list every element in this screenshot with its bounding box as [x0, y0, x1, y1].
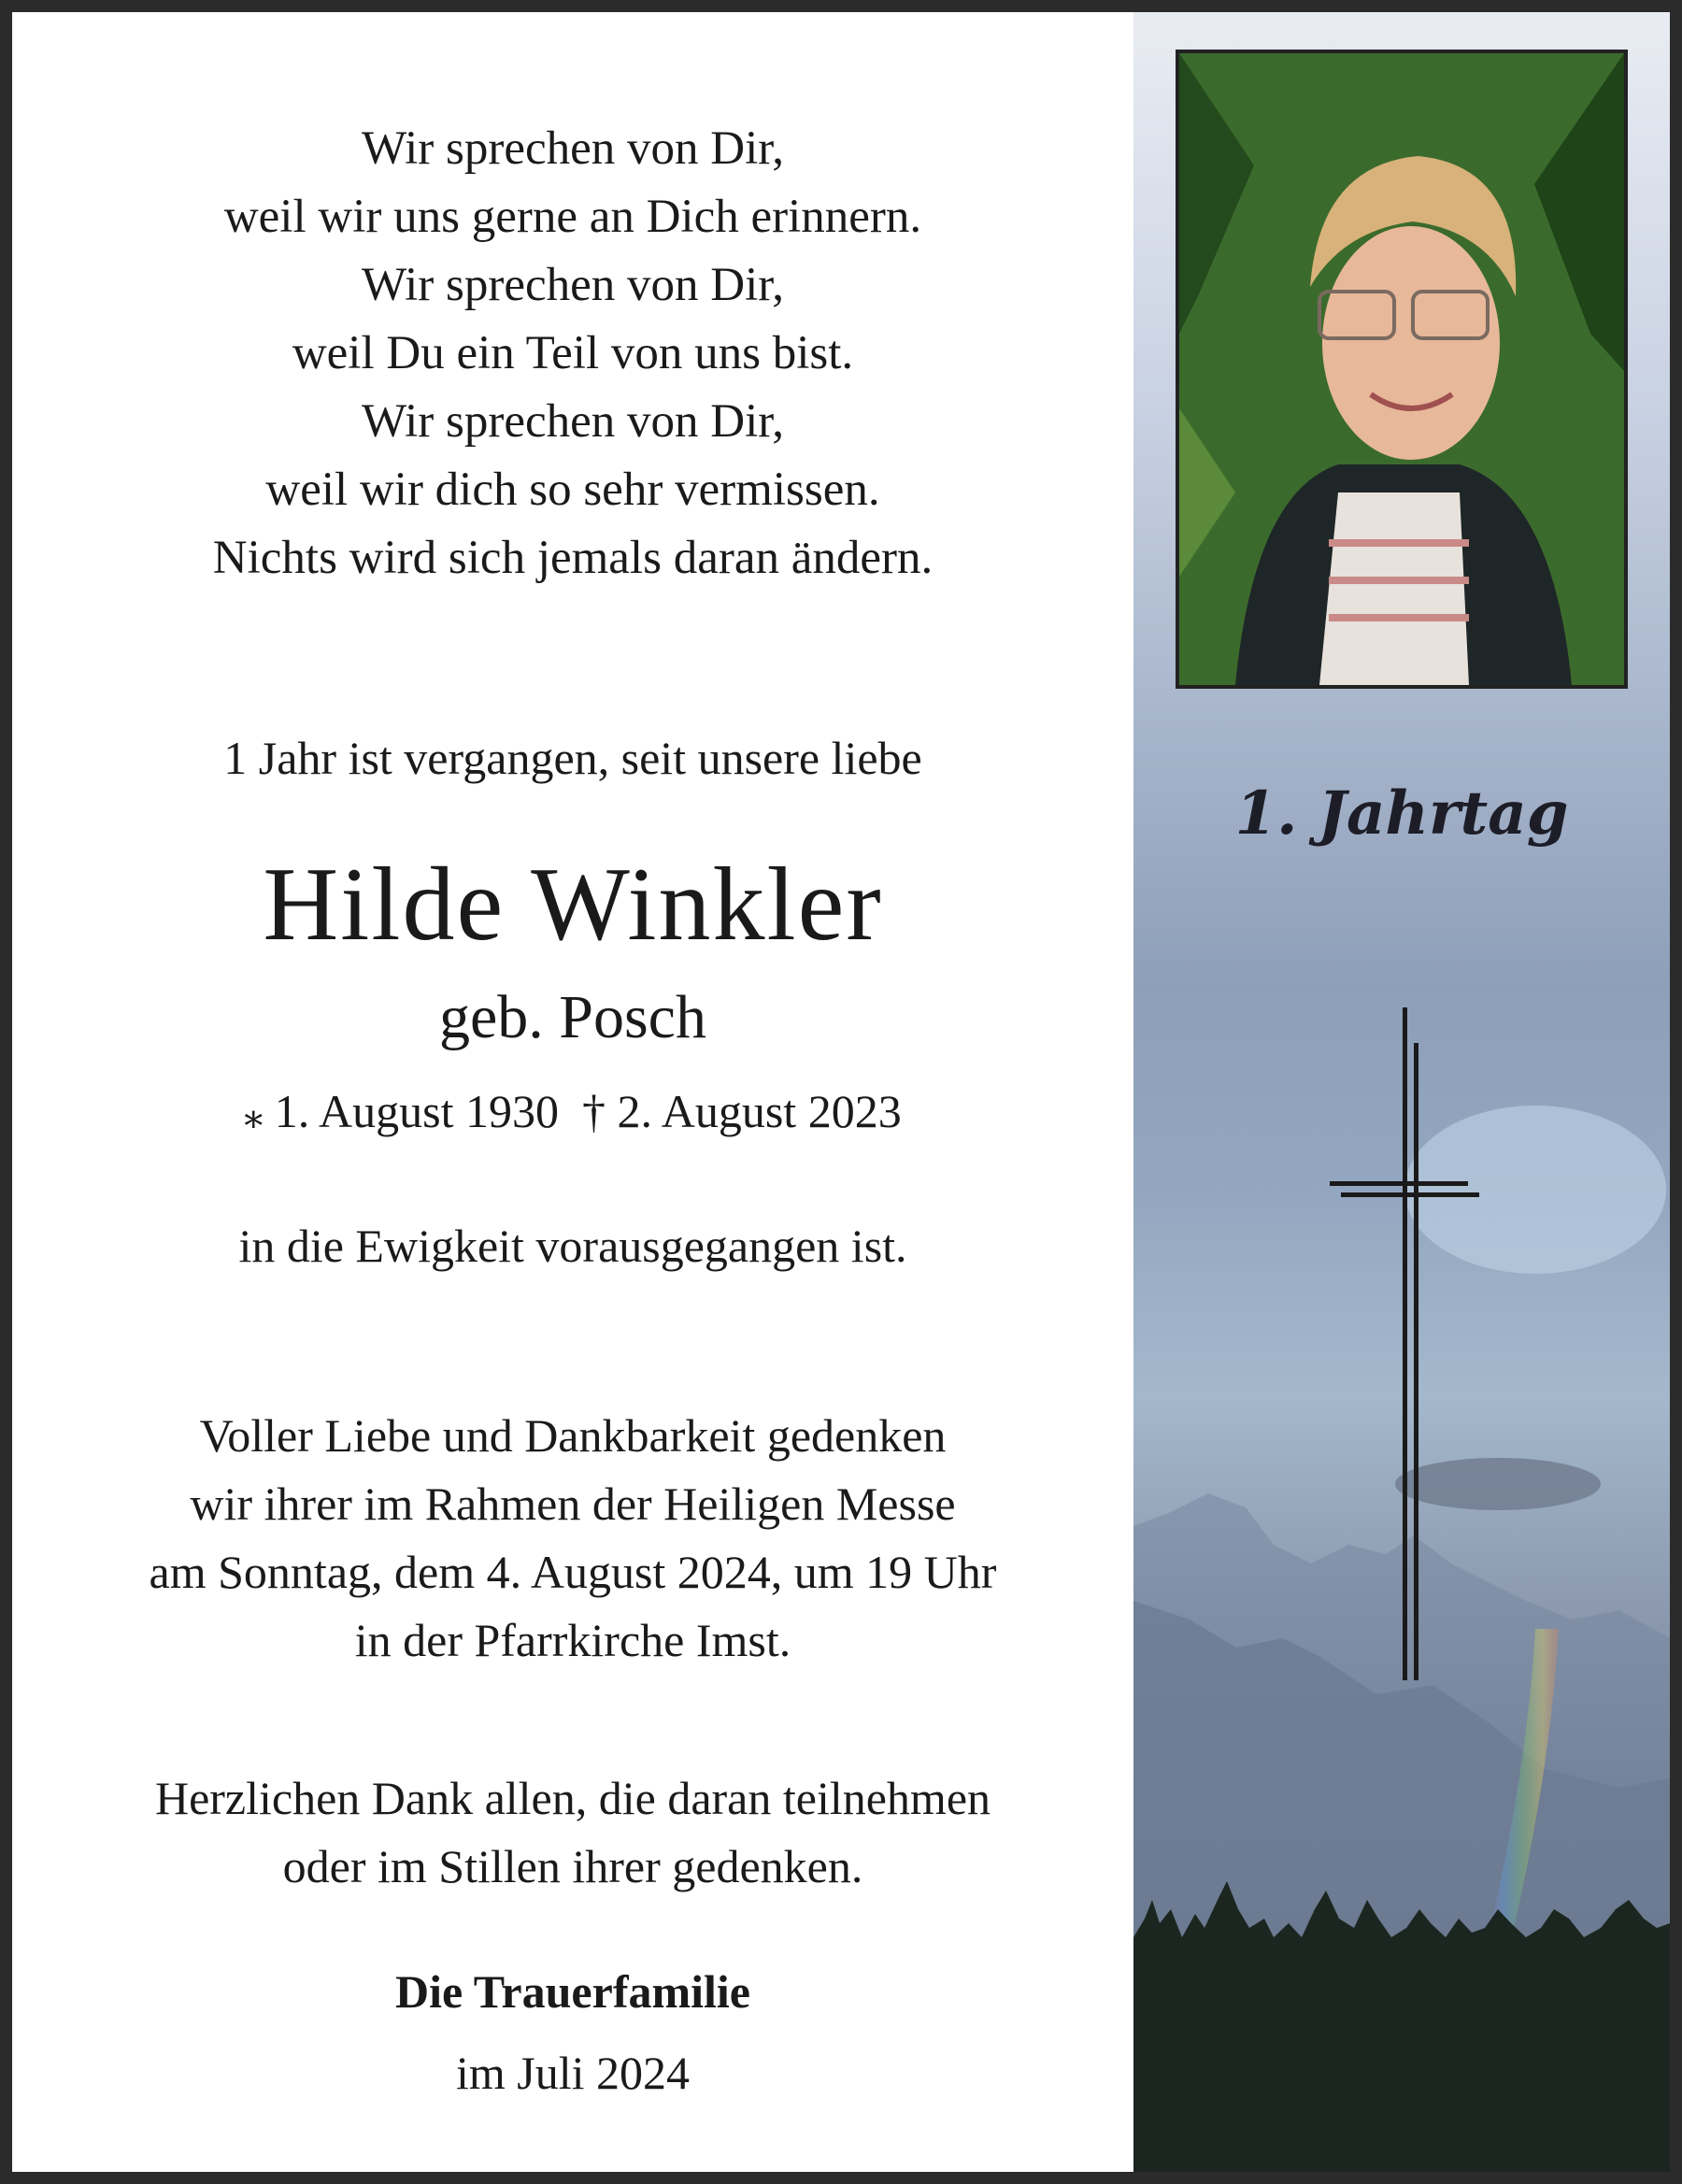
passing-text: in die Ewigkeit vorausgegangen ist.: [238, 1220, 907, 1272]
date-line: im Juli 2024: [455, 2047, 691, 2099]
poem-line: Wir sprechen von Dir,: [362, 122, 784, 175]
poem: [12, 115, 1133, 592]
signature: Die Trauerfamilie: [395, 1965, 750, 2018]
thanks-line: Herzlichen Dank allen, die daran teilnehmen: [154, 1772, 991, 1824]
maiden-name: geb. Posch: [439, 983, 706, 1051]
poem-line: weil wir dich so sehr vermissen.: [265, 464, 880, 516]
mass-announcement: [12, 1402, 1133, 1675]
mass-line: Voller Liebe und Dankbarkeit gedenken: [199, 1409, 947, 1462]
mass-line: am Sonntag, dem 4. August 2024, um 19 Uhr: [149, 1546, 997, 1598]
death-date: 2. August 2023: [617, 1085, 902, 1137]
cross-icon: [1330, 1007, 1479, 1680]
poem-line: Nichts wird sich jemals daran ändern.: [212, 532, 934, 584]
deceased-name: Hilde Winkler: [263, 847, 883, 963]
mass-line: wir ihrer im Rahmen der Heiligen Messe: [190, 1477, 956, 1530]
poem-line: weil Du ein Teil von uns bist.: [292, 327, 854, 379]
portrait-photo: [1176, 50, 1628, 689]
mass-line: in der Pfarrkirche Imst.: [354, 1614, 791, 1666]
life-dates: [12, 1083, 1133, 1143]
portrait-photo-icon: [1179, 53, 1624, 685]
thanks-text: [12, 1764, 1133, 1901]
thanks-line: oder im Stillen ihrer gedenken.: [282, 1840, 863, 1892]
occasion-title: 1. Jahrtag: [1234, 778, 1569, 849]
text-column: [12, 12, 1133, 2172]
poem-line: Wir sprechen von Dir,: [362, 395, 784, 448]
birth-symbol: ⁎: [244, 1093, 264, 1135]
intro-text: 1 Jahr ist vergangen, seit unsere liebe: [223, 732, 922, 784]
poem-line: weil wir uns gerne an Dich erinnern.: [223, 191, 922, 243]
image-sidebar: [1133, 12, 1670, 2172]
birth-date: 1. August 1930: [274, 1085, 559, 1137]
poem-line: Wir sprechen von Dir,: [362, 259, 784, 311]
death-symbol: †: [582, 1085, 606, 1137]
